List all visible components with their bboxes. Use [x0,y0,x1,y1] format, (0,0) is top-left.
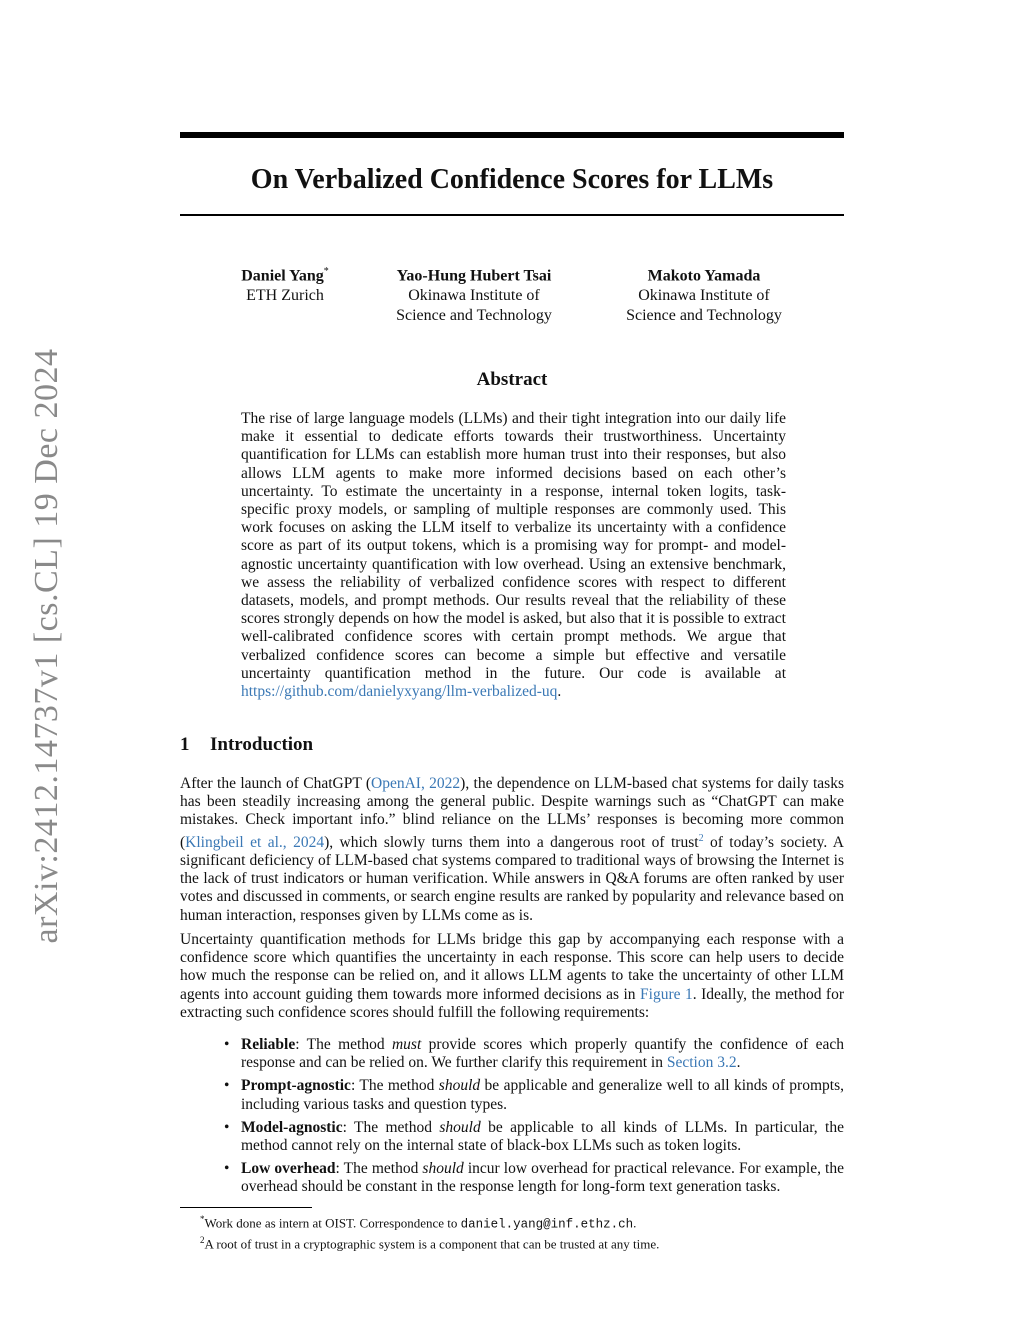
footnotes [180,1211,844,1253]
bullet-icon: • [224,1118,230,1136]
title-top-rule [180,132,844,138]
author-footnote-mark: * [323,266,329,277]
title-bottom-rule [180,214,844,216]
footnote-1: *Work done as intern at OIST. Correspondence to daniel.yang@inf.ethz.ch. [200,1214,637,1232]
author-name: Daniel Yang* [241,266,329,285]
contact-email: daniel.yang@inf.ethz.ch [460,1217,634,1232]
citation-link[interactable]: Klingbeil et al., 2024 [185,833,325,851]
requirements-list [222,1036,844,1202]
author-block [185,262,385,306]
list-item: • Model-agnostic: The method should be applicable to all kinds of LLMs. In particular, the method cannot rely on the internal state of black-box LLMs such as token logits. [224,1118,844,1155]
bullet-icon: • [224,1160,230,1178]
figure-ref-link[interactable]: Figure 1 [640,985,693,1003]
requirement-term: Model-agnostic [241,1118,343,1136]
section-heading [180,734,313,756]
footnote-2: $^2$A root of trust in a cryptographic system is a component that can be trusted at any time. [200,1235,660,1252]
footnote-ref-link[interactable]: 2 [698,832,704,844]
footnote-rule [180,1207,312,1208]
list-item: • Prompt-agnostic: The method should be applicable and generalize well to all kinds of prompts, including various tasks and question types. [224,1077,844,1113]
author-affiliation-2: Science and Technology [396,307,552,325]
author-affiliation: Okinawa Institute of [408,287,540,305]
abstract-text: The rise of large language models (LLMs) and their tight integration into our daily life make it essential to dedicate efforts towards their trustworthiness. Uncertainty quantification for LLMs can establish more human trust into their responses, but also allows LLM agents to make more informed decisions based on each other’s uncertainty. To estimate the uncertainty in a response, internal token logits, task-specific proxy models, or sampling of multiple responses are commonly used. This work focuses on asking the LLM itself to verbalize its uncertainty with a confidence score as part of its output tokens, which is a promising way for prompt- and model-agnostic uncertainty quantification with low overhead. Using an extensive benchmark, we assess the reliability of verbalized confidence scores with respect to different datasets, models, and prompt methods. Our results reveal that the reliability of these scores strongly depends on how the model is asked, but also that it is possible to extract well-calibrated confidence scores with certain prompt methods. We argue that verbalized confidence scores can become a simple but effective and versatile uncertainty quantification method in the future. Our code is available at https://github.com/danielyxyang/llm-verbalized-uq. [241,410,786,701]
bullet-icon: • [224,1036,230,1053]
intro-paragraph-1: After the launch of ChatGPT (OpenAI, 2022), the dependence on LLM-based chat systems for daily tasks has been steadily increasing among the general public. Despite warnings such as “ChatGPT can make mistakes. Check important info.” blind reliance on the LLMs’ responses is becoming more common (Klingbeil et al., 2024), which slowly turns them into a dangerous root of trust$^2$ of today’s society. A significant deficiency of LLM-based chat systems compared to traditional ways of browsing the Internet is the lack of trust indicators or human verification. While answers in Q&A forums are often ranked by user votes and discussed in comments, or search engine results are ranked by popularity and relevance based on human interaction, responses given by LLMs come as is. [180,775,844,924]
arxiv-identifier: arXiv:2412.14737v1 [cs.CL] 19 Dec 2024 [28,348,65,944]
intro-paragraph-2: Uncertainty quantification methods for LLMs bridge this gap by accompanying each response with a confidence score which quantifies the uncertainty in each response. This score can help users to decide how much the response can be relied on, and it allows LLM agents to take the uncertainty of other LLM agents into account guiding them towards more informed decisions as in Figure 1. Ideally, the method for extracting such confidence scores should fulfill the following requirements: [180,931,845,1021]
list-item: • Low overhead: The method should incur low overhead for practical relevance. For example, the overhead should be constant in the response length for long-form text generation tasks. [224,1160,844,1196]
abstract-heading: Abstract [476,369,548,390]
list-item: • Reliable: The method must provide scores which properly quantify the confidence of each response and can be relied on. We further clarify this requirement in Section 3.2. [224,1036,844,1072]
author-affiliation: Okinawa Institute of [638,287,770,305]
requirement-term: Prompt-agnostic [241,1077,351,1095]
paper-title: On Verbalized Confidence Scores for LLMs [250,164,774,195]
bullet-icon: • [224,1077,230,1095]
author-name: Makoto Yamada [647,267,761,285]
section-ref-link[interactable]: Section 3.2 [666,1054,737,1072]
author-block [374,262,574,326]
citation-link[interactable]: OpenAI, 2022 [371,775,461,792]
author-affiliation-2: Science and Technology [626,307,782,325]
author-block [604,262,804,326]
code-repository-link[interactable]: https://github.com/danielyxyang/llm-verbalized-uq [241,683,558,701]
section-number: 1 [180,734,190,755]
author-affiliation: ETH Zurich [246,287,324,305]
author-name: Yao-Hung Hubert Tsai [396,267,552,285]
section-title: Introduction [210,734,314,755]
requirement-term: Reliable [241,1036,296,1053]
requirement-term: Low overhead [241,1160,336,1178]
